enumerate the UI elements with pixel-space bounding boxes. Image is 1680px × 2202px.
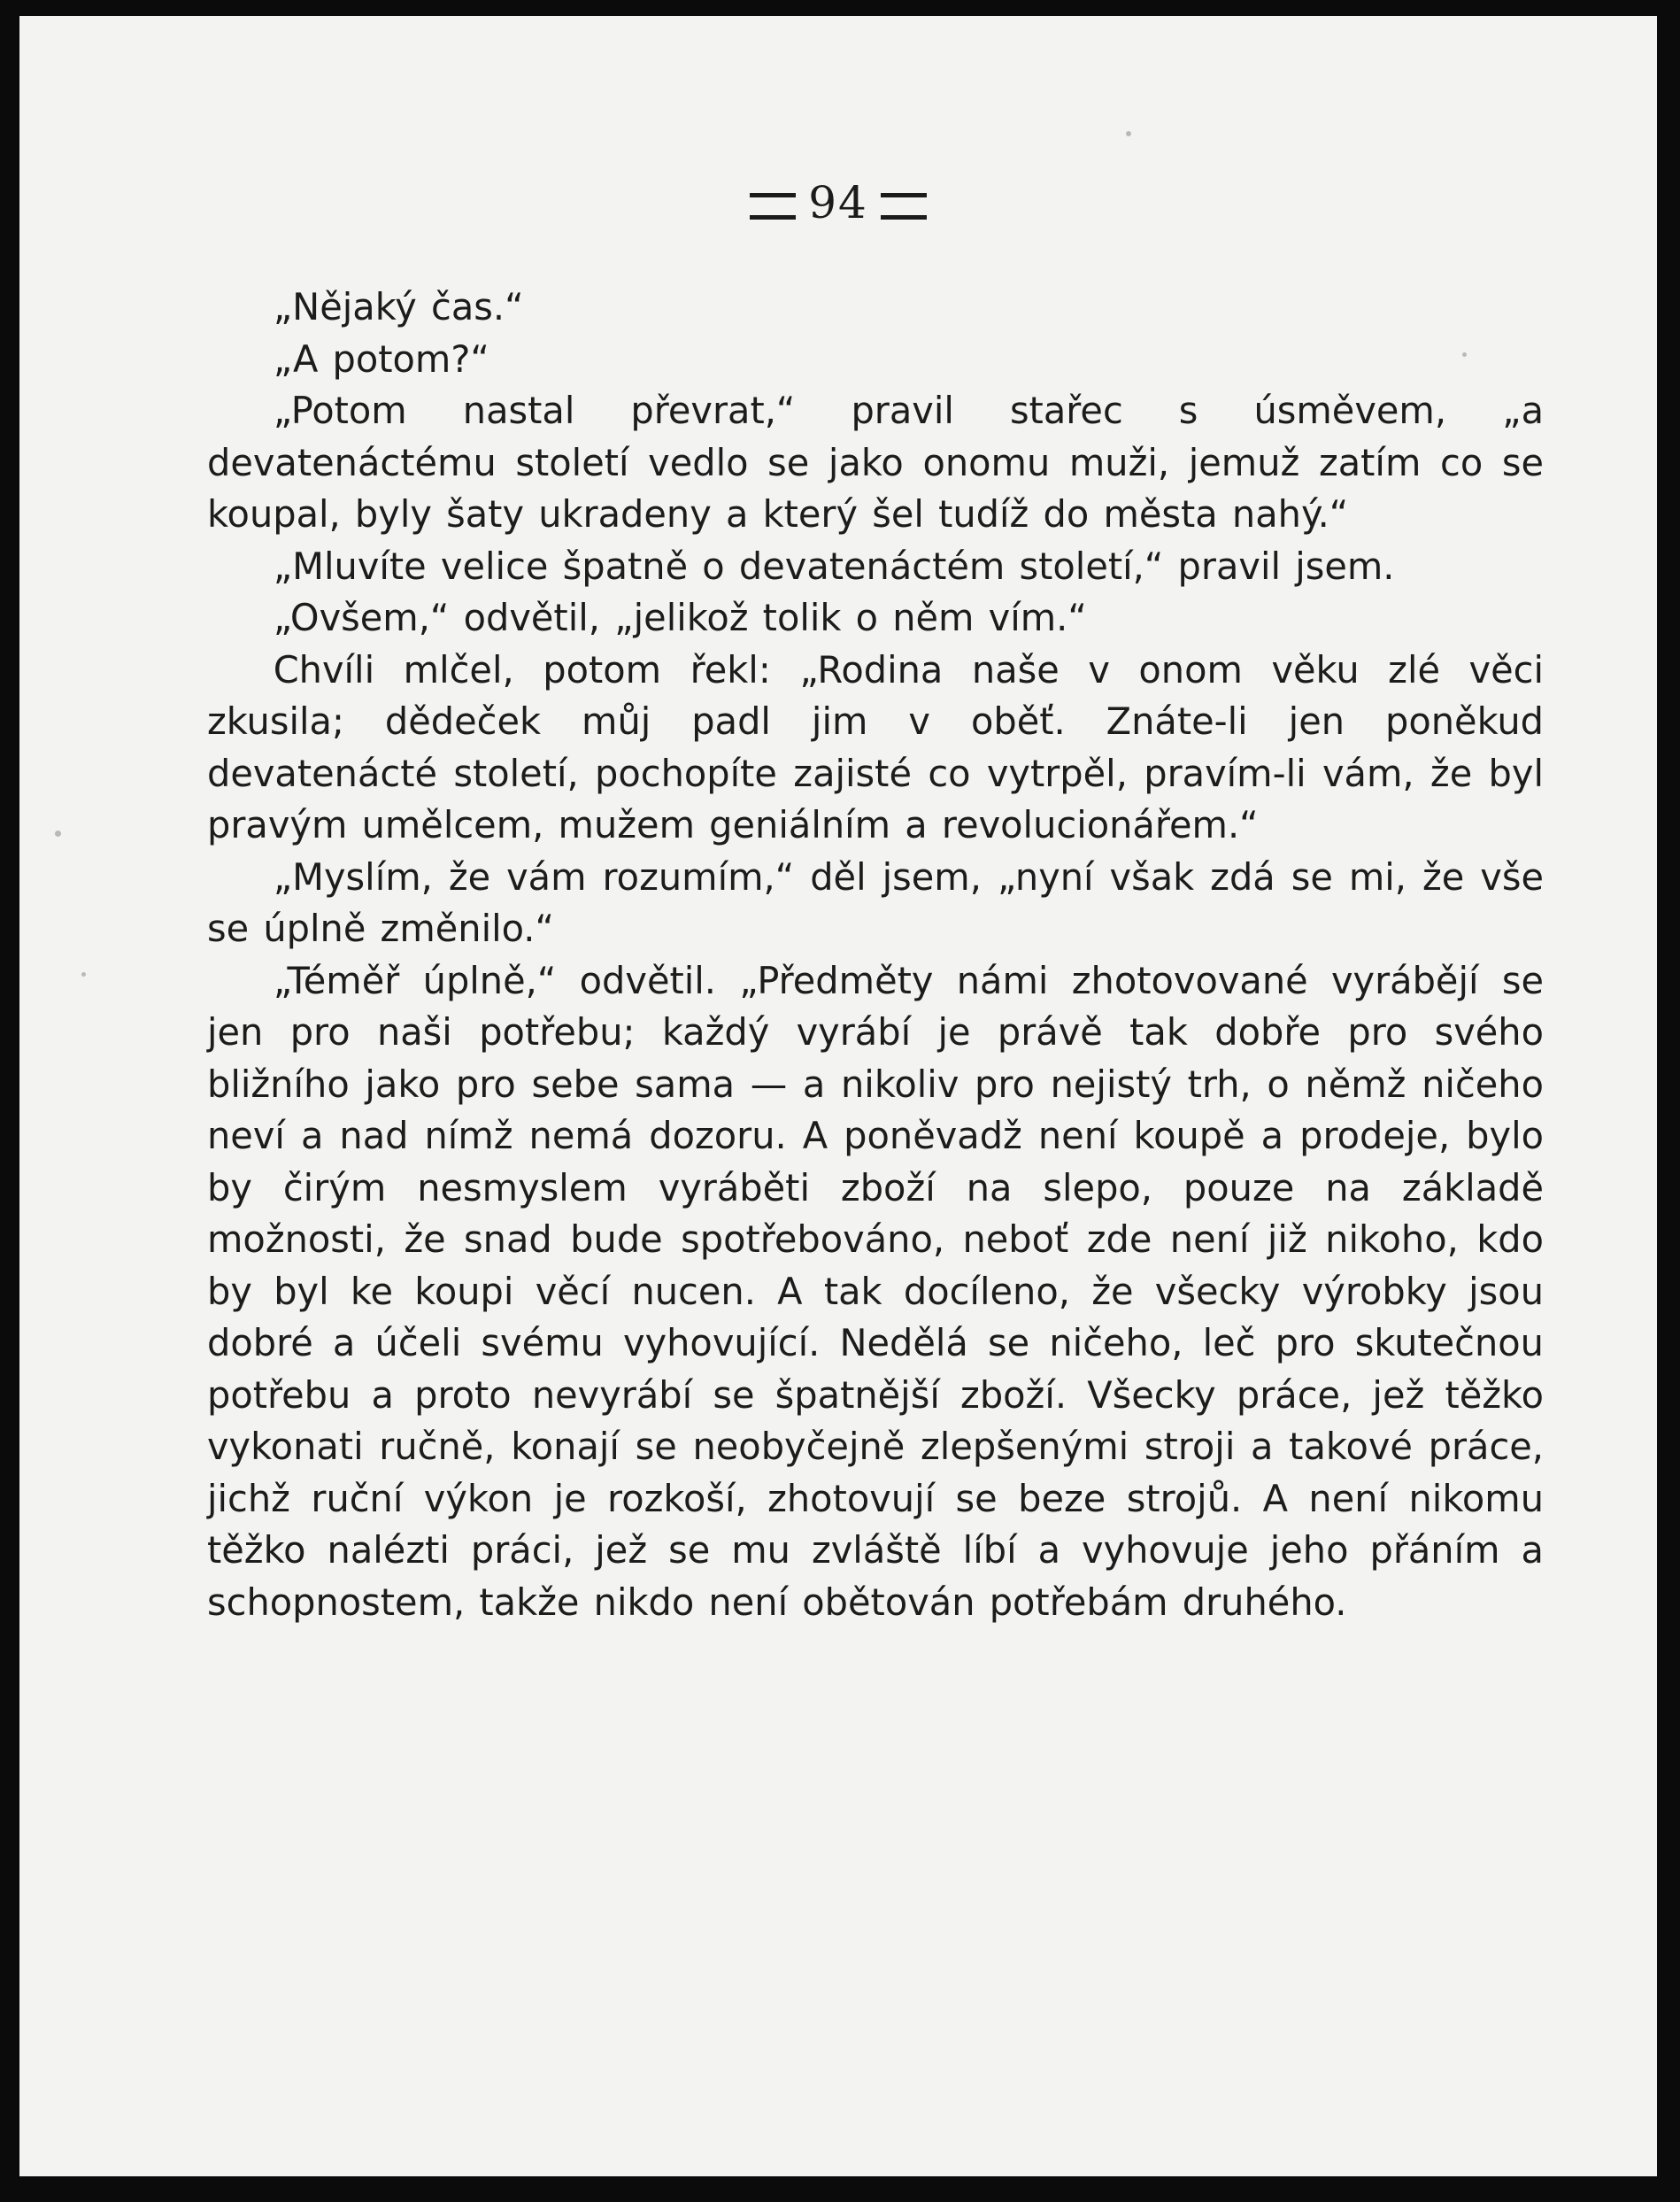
page-header: [19, 177, 1657, 228]
scan-speck: [81, 972, 86, 977]
paragraph: Chvíli mlčel, potom řekl: „Rodina naše v onom věku zlé věci zkusila; dědeček můj padl jim v oběť. Znáte-li jen poněkud devatenácté století, pochopíte zajisté co vytrpěl, pravím-li vám, že byl pravým umělcem, mužem geniálním a revolucionářem.“: [207, 647, 1544, 846]
paragraph: „Téměř úplně,“ odvětil. „Předměty námi zhotovované vyrábějí se jen pro naši potřebu; každý vyrábí je právě tak dobře pro svého bližního jako pro sebe sama — a nikoliv pro nejistý trh, o němž ničeho neví a nad nímž nemá dozoru. A poněvadž není koupě a prodeje, bylo by čirým nesmyslem vyráběti zboží na slepo, pouze na základě možnosti, že snad bude spotřebováno, neboť zde není již nikoho, kdo by byl ke koupi věcí nucen. A tak docíleno, že všecky výrobky jsou dobré a účeli svému vyhovující. Nedělá se ničeho, leč pro skutečnou potřebu a proto nevyrábí se špatnější zboží. Všecky práce, jež těžko vykonati ručně, konají se neobyčejně zlepšenými stroji a takové práce, jichž ruční výkon je rozkoší, zhotovují se beze strojů. A není nikomu těžko nalézti práci, jež se mu zvláště líbí a vyhovuje jeho přáním a schopnostem, takže nikdo není obětován potřebám druhého.: [207, 958, 1544, 1624]
paragraph: „Potom nastal převrat,“ pravil stařec s úsměvem, „a devatenáctému století vedlo se jako onomu muži, jemuž zatím co se koupal, byly šaty ukradeny a který šel tudíž do města nahý.“: [207, 389, 1544, 536]
book-page: [19, 16, 1657, 2176]
paragraph: „Ovšem,“ odvětil, „jelikož tolik o něm vím.“: [273, 596, 1087, 639]
scan-speck: [1126, 131, 1131, 136]
body-text: [207, 282, 1544, 1628]
paragraph: „Myslím, že vám rozumím,“ děl jsem, „nyní však zdá se mi, že vše se úplně změnilo.“: [207, 854, 1544, 950]
header-ornament-right: [881, 193, 927, 220]
paragraph: „Mluvíte velice špatně o devatenáctém století,“ pravil jsem.: [273, 544, 1395, 588]
scan-speck: [55, 831, 61, 837]
header-ornament-left: [750, 193, 796, 220]
paragraph: „Nějaký čas.“: [273, 285, 524, 328]
paragraph: „A potom?“: [273, 336, 489, 381]
page-number: 94: [808, 177, 868, 228]
